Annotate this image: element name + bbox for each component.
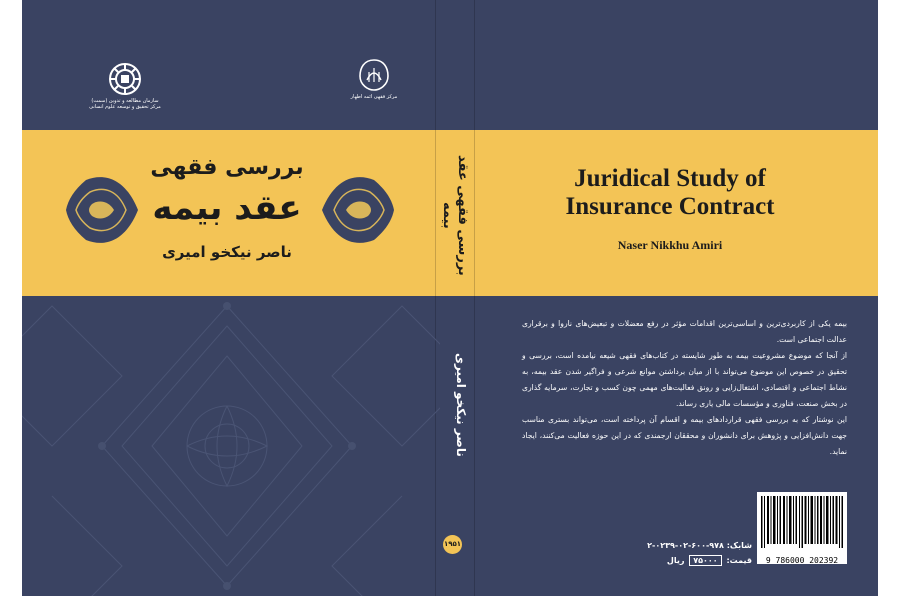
price-value: ۷۵۰۰۰ [689,555,721,566]
back-english-author: Naser Nikkhu Amiri [617,238,723,252]
isbn-value: ۹۷۸-۶۰۰-۰۲-۰۲۳۹-۲ [647,541,724,550]
price-unit: ریال [666,556,685,565]
spine-title: بررسی فقهی عقد بیمه [440,154,470,276]
samt-logo-icon [108,62,142,96]
calligraphy-seal-icon [358,58,390,92]
price-label: قیمت: [726,556,752,565]
barcode-digits: 9 786000 202392 [765,556,839,565]
barcode-icon [757,492,847,552]
blurb-paragraph: بیمه یکی از کاربردی‌ترین و اساسی‌ترین اقدامات مؤثر در رفع معضلات و تبعیض‌های ناروا و برقراری عدالت اجتماعی است. [522,319,847,344]
front-title-line1: بررسی فقهی [150,155,304,180]
price-line [622,555,752,566]
isbn-line [622,541,752,550]
front-title-line2: عقد بیمه [152,188,302,228]
isbn-barcode [757,492,847,564]
arabesque-panel-icon [22,296,440,596]
blurb-paragraph: از آنجا که موضوع مشروعیت بیمه به طور شایسته در کتاب‌های فقهی شیعه نیامده است، بررسی و تحقیق در خصوص این موضوع می‌تواند با از میان برداشتن موانع شرعی و فراگیر شدن عقد بیمه، به نشاط اجتماعی و اقتصادی، اشتغال‌زایی و رونق فعالیت‌های مهمی چون کسب و تجارت، سرمایه گذاری در بخش صنعت، فناوری و مؤسسات مالی یاری رساند. [522,351,847,408]
back-title-line2: Insurance Contract [565,193,775,220]
seal-caption: مرکز فقهی ائمه اطهار [350,94,398,100]
isbn-label: شابک: [726,541,752,550]
back-blurb [522,316,847,460]
samt-caption: سازمان مطالعه و تدوین (سمت) مرکز تحقیق و توسعه علوم انسانی [89,98,161,110]
spine-author: ناصر نیکخو امیری [454,353,468,457]
front-author: ناصر نیکخو امیری [162,243,292,261]
spine-edge-right [474,0,475,596]
ornament-right-icon [322,160,394,260]
back-english-title [520,165,820,221]
back-title-line1: Juridical Study of [574,165,766,192]
series-number-badge: ۱۹۵۱ [443,535,462,554]
blurb-paragraph: این نوشتار که به بررسی فقهی قراردادهای بیمه و اقسام آن پرداخته است، می‌تواند بستری مناسب جهت دانش‌افزایی و پژوهش برای دانشوران و محققان ارجمندی که در این حوزه فعالیت می‌کنند، ایجاد نماید. [522,415,847,456]
book-cover [22,0,878,596]
